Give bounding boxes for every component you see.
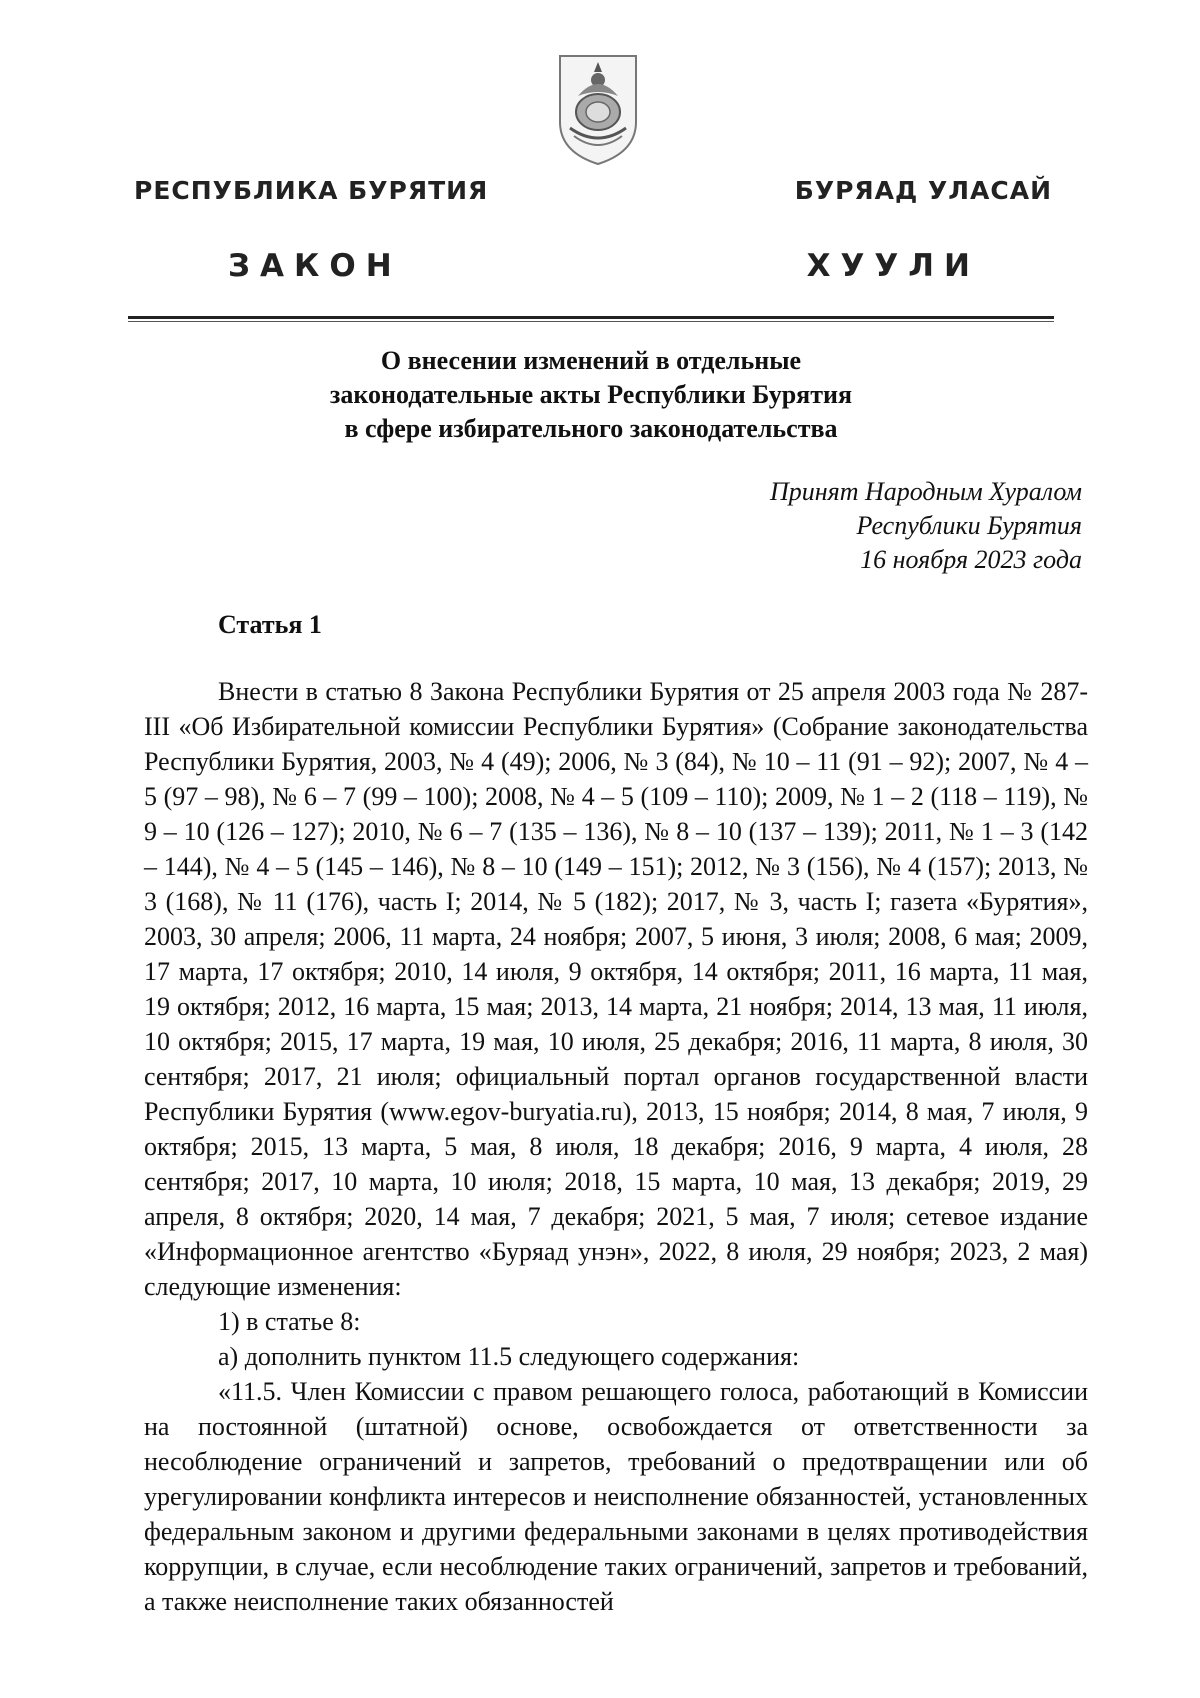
article-paragraph: 1) в статье 8: xyxy=(218,1307,361,1336)
article-paragraph: а) дополнить пунктом 11.5 следующего содержания: xyxy=(218,1342,800,1371)
header-divider xyxy=(128,316,1054,322)
title-line: О внесении изменений в отдельные xyxy=(380,346,802,375)
republic-name-ru: РЕСПУБЛИКА БУРЯТИЯ xyxy=(134,176,489,205)
adoption-note xyxy=(582,475,1082,577)
law-label-bua: ХУУЛИ xyxy=(806,248,980,284)
article-heading: Статья 1 xyxy=(218,610,322,639)
law-label-ru: ЗАКОН xyxy=(228,248,402,284)
adoption-date: 16 ноября 2023 года xyxy=(860,545,1082,574)
document-title xyxy=(128,344,1054,446)
coat-of-arms-icon xyxy=(556,52,640,168)
article-paragraph: Внести в статью 8 Закона Республики Бурятия от 25 апреля 2003 года № 287-III «Об Избирательной комиссии Республики Бурятия» (Собрание законодательства Республики Бурятия, 2003, № 4 (49); 2006, № 3 (84), № 10 – 11 (91 – 92); 2007, № 4 – 5 (97 – 98), № 6 – 7 (99 – 100); 2008, № 4 – 5 (109 – 110); 2009, № 1 – 2 (118 – 119), № 9 – 10 (126 – 127); 2010, № 6 – 7 (135 – 136), № 8 – 10 (137 – 139); 2011, № 1 – 3 (142 – 144), № 4 – 5 (145 – 146), № 8 – 10 (149 – 151); 2012, № 3 (156), № 4 (157); 2013, № 3 (168), № 11 (176), часть I; 2014, № 5 (182); 2017, № 3, часть I; газета «Бурятия», 2003, 30 апреля; 2006, 11 марта, 24 ноября; 2007, 5 июня, 3 июля; 2008, 6 мая; 2009, 17 марта, 17 октября; 2010, 14 июля, 9 октября, 14 октября; 2011, 16 марта, 11 мая, 19 октября; 2012, 16 марта, 15 мая; 2013, 14 марта, 21 ноября; 2014, 13 мая, 11 июля, 10 октября; 2015, 17 марта, 19 мая, 10 июля, 25 декабря; 2016, 11 марта, 8 июля, 30 сентября; 2017, 21 июля; официальный портал органов государственной власти Республики Бурятия (www.egov-buryatia.ru), 2013, 15 ноября; 2014, 8 мая, 7 июля, 9 октября; 2015, 13 марта, 5 мая, 8 июля, 18 декабря; 2016, 9 марта, 4 июля, 28 сентября; 2017, 10 марта, 10 июля; 2018, 15 марта, 10 мая, 13 декабря; 2019, 29 апреля, 8 октября; 2020, 14 мая, 7 декабря; 2021, 5 мая, 7 июля; сетевое издание «Информационное агентство «Буряад унэн», 2022, 8 июля, 29 ноября; 2023, 2 мая) следующие изменения: xyxy=(144,677,1088,1301)
republic-name-bua: БУРЯАД УЛАСАЙ xyxy=(794,176,1052,205)
article-paragraph: «11.5. Член Комиссии с правом решающего голоса, работающий в Комиссии на постоянной (штатной) основе, освобождается от ответственности за несоблюдение ограничений и запретов, требований о предотвращении или об урегулировании конфликта интересов и неисполнение обязанностей, установленных федеральным законом и другими федеральными законами в целях противодействия коррупции, в случае, если несоблюдение таких ограничений, запретов и требований, а также неисполнение таких обязанностей xyxy=(144,1377,1088,1616)
title-line: законодательные акты Республики Бурятия xyxy=(329,380,853,409)
adoption-line: Принят Народным Хуралом xyxy=(769,477,1082,506)
article-body xyxy=(144,674,1088,1619)
adoption-line: Республики Бурятия xyxy=(856,511,1082,540)
title-line: в сфере избирательного законодательства xyxy=(344,414,838,443)
